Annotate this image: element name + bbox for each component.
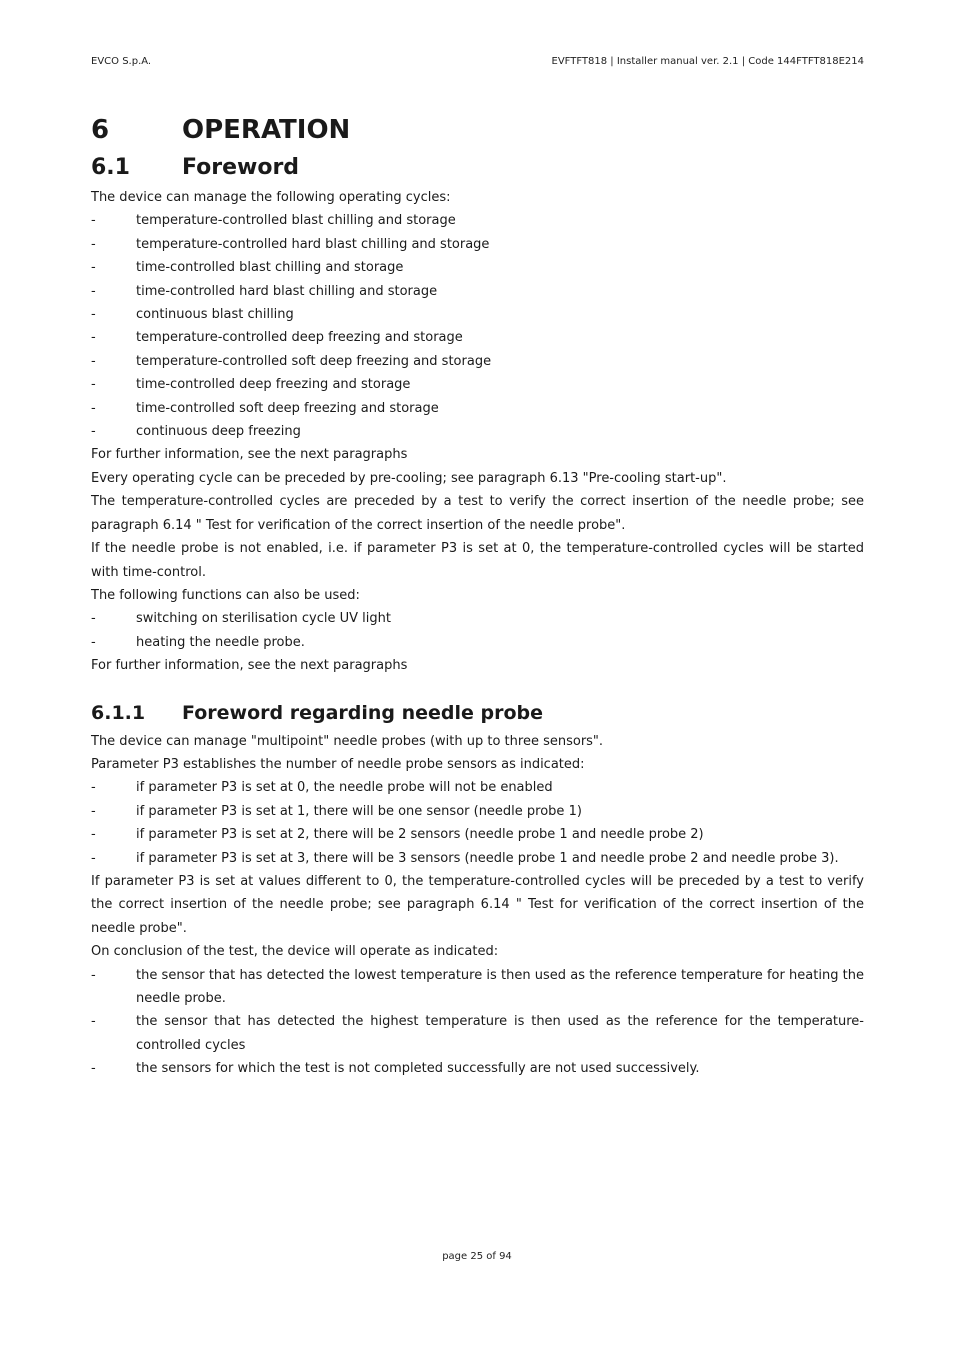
section-number: 6 xyxy=(91,115,110,145)
page-content xyxy=(91,110,864,1081)
list-item: - temperature-controlled deep freezing and storage xyxy=(91,330,463,346)
functions-list xyxy=(91,607,864,654)
p3-settings-list xyxy=(91,776,864,870)
list-item: - if parameter P3 is set at 2, there will be 2 sensors (needle probe 1 and needle probe 2) xyxy=(91,827,704,843)
paragraph: The following functions can also be used: xyxy=(91,587,360,603)
list-item: - the sensor that has detected the highest temperature is then used as the reference for the temperature-controlled cycles xyxy=(91,1014,864,1053)
foreword-intro: The device can manage the following operating cycles: xyxy=(91,190,451,205)
section-title: OPERATION xyxy=(182,115,351,145)
subsubsection-heading xyxy=(91,698,864,728)
list-item: - if parameter P3 is set at 0, the needle probe will not be enabled xyxy=(91,780,553,796)
list-item: - if parameter P3 is set at 1, there will be one sensor (needle probe 1) xyxy=(91,803,582,819)
list-item: - if parameter P3 is set at 3, there will be 3 sensors (needle probe 1 and needle probe 2 and needle probe 3). xyxy=(91,850,839,866)
paragraph: Every operating cycle can be preceded by pre-cooling; see paragraph 6.13 "Pre-cooling start-up". xyxy=(91,470,727,486)
header-company: EVCO S.p.A. xyxy=(91,56,152,67)
list-item: - heating the needle probe. xyxy=(91,634,305,650)
paragraph: The temperature-controlled cycles are preceded by a test to verify the correct insertion of the needle probe; see paragraph 6.14 " Test for verification of the correct insertion of the needle probe". xyxy=(91,494,864,533)
list-item: - temperature-controlled blast chilling and storage xyxy=(91,213,456,229)
cycles-list xyxy=(91,209,864,443)
list-item: - switching on sterilisation cycle UV light xyxy=(91,611,391,627)
page-number: page 25 of 94 xyxy=(442,1251,512,1262)
paragraph: For further information, see the next paragraphs xyxy=(91,658,408,674)
paragraph: For further information, see the next paragraphs xyxy=(91,447,408,463)
subsubsection-number: 6.1.1 xyxy=(91,701,146,724)
subsection-heading xyxy=(91,153,864,183)
list-item: - the sensors for which the test is not completed successfully are not used successively. xyxy=(91,1061,700,1077)
section-heading xyxy=(91,110,864,150)
subsection-number: 6.1 xyxy=(91,155,130,180)
list-item: - the sensor that has detected the lowest temperature is then used as the reference temperature for heating the needle probe. xyxy=(91,967,864,1006)
list-item: - time-controlled deep freezing and storage xyxy=(91,377,411,393)
paragraph: Parameter P3 establishes the number of needle probe sensors as indicated: xyxy=(91,756,585,772)
conclusion-list xyxy=(91,964,864,1081)
list-item: - time-controlled soft deep freezing and storage xyxy=(91,400,439,416)
subsubsection-title: Foreword regarding needle probe xyxy=(182,701,544,724)
list-item: - continuous deep freezing xyxy=(91,424,301,440)
list-item: - temperature-controlled hard blast chilling and storage xyxy=(91,236,490,252)
paragraph: On conclusion of the test, the device will operate as indicated: xyxy=(91,944,499,960)
list-item: - time-controlled hard blast chilling and storage xyxy=(91,283,438,299)
subsection-title: Foreword xyxy=(182,155,300,180)
list-item: - continuous blast chilling xyxy=(91,307,294,323)
paragraph: The device can manage "multipoint" needle probes (with up to three sensors". xyxy=(91,733,604,749)
header-doc-info: EVFTFT818 | Installer manual ver. 2.1 | Code 144FTFT818E214 xyxy=(551,56,864,67)
paragraph: If parameter P3 is set at values different to 0, the temperature-controlled cycles will be preceded by a test to verify the correct insertion of the needle probe; see paragraph 6.14 " Test for verification of the correct insertion of the needle probe". xyxy=(91,873,864,936)
list-item: - time-controlled blast chilling and storage xyxy=(91,260,404,276)
list-item: - temperature-controlled soft deep freezing and storage xyxy=(91,353,492,369)
paragraph: If the needle probe is not enabled, i.e. if parameter P3 is set at 0, the temperature-controlled cycles will be started with time-control. xyxy=(91,541,864,580)
